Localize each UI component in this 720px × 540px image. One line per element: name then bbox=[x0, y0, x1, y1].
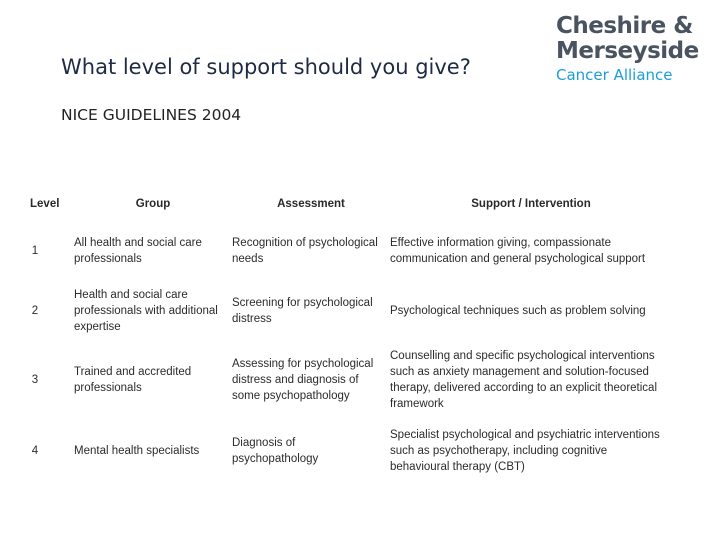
cell-assessment: Recognition of psychological needs bbox=[232, 237, 378, 265]
slide-subtitle: NICE GUIDELINES 2004 bbox=[61, 106, 242, 124]
table-row bbox=[22, 419, 672, 483]
support-levels-table bbox=[22, 197, 672, 483]
header-level: Level bbox=[30, 198, 60, 210]
cell-assessment: Screening for psychological distress bbox=[232, 297, 373, 325]
cell-group: All health and social care professionals bbox=[74, 237, 202, 265]
cell-level: 2 bbox=[31, 305, 39, 317]
cancer-alliance-logo bbox=[556, 14, 701, 84]
table-row bbox=[22, 281, 672, 341]
cell-level: 4 bbox=[31, 445, 39, 457]
cell-support: Specialist psychological and psychiatric interventions such as psychotherapy, including cognitive behavioural therapy (CBT) bbox=[390, 429, 660, 473]
header-support: Support / Intervention bbox=[471, 198, 591, 210]
table-row bbox=[22, 341, 672, 419]
header-group: Group bbox=[135, 198, 171, 210]
cell-assessment: Assessing for psychological distress and diagnosis of some psychopathology bbox=[232, 358, 374, 402]
logo-line-1: Cheshire & bbox=[556, 13, 693, 39]
header-assessment: Assessment bbox=[277, 198, 345, 210]
table-row bbox=[22, 221, 672, 281]
cell-assessment: Diagnosis of psychopathology bbox=[232, 437, 319, 465]
table-header-row bbox=[22, 197, 672, 221]
cell-support: Psychological techniques such as problem solving bbox=[390, 305, 646, 317]
slide-title: What level of support should you give? bbox=[61, 55, 471, 79]
cell-level: 1 bbox=[31, 245, 39, 257]
logo-line-2: Merseyside bbox=[556, 38, 699, 64]
cell-group: Mental health specialists bbox=[74, 445, 200, 457]
cell-group: Health and social care professionals with additional expertise bbox=[74, 289, 218, 333]
cell-support: Counselling and specific psychological interventions such as anxiety management and solution-focused therapy, delivered according to an explicit theoretical framework bbox=[390, 350, 657, 410]
cell-group: Trained and accredited professionals bbox=[74, 366, 192, 394]
cell-level: 3 bbox=[31, 374, 39, 386]
logo-line-3: Cancer Alliance bbox=[556, 66, 673, 84]
cell-support: Effective information giving, compassionate communication and general psychological support bbox=[390, 237, 646, 265]
